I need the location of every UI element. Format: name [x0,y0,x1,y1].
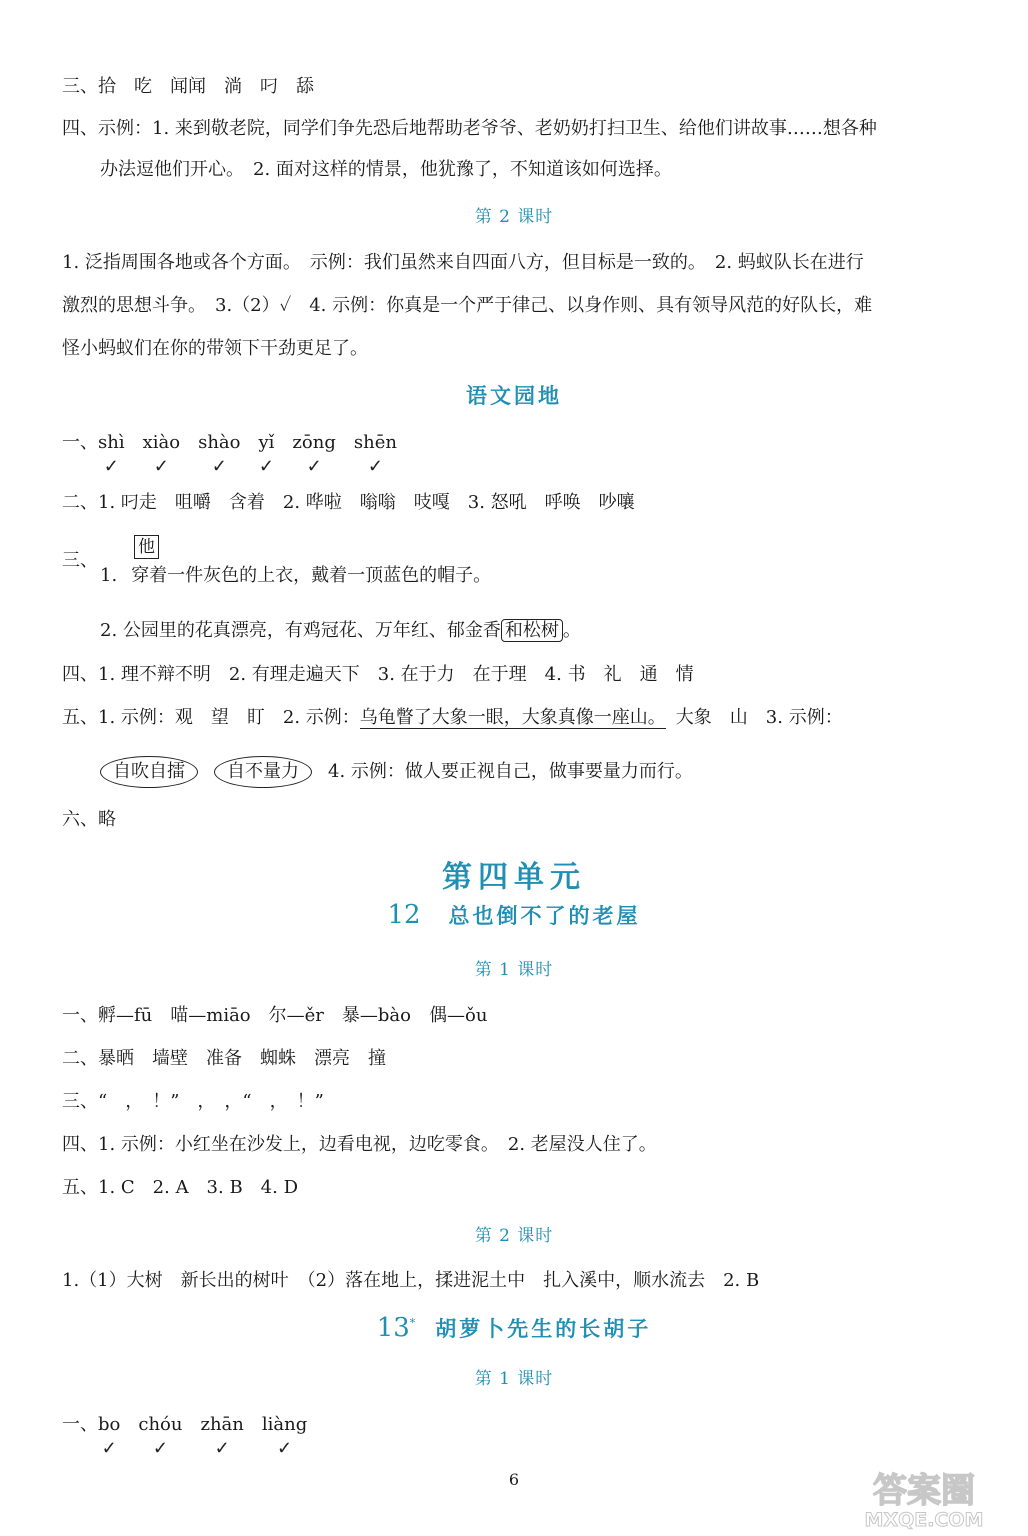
lesson-title: 13* 胡萝卜先生的长胡子 [376,1313,652,1343]
pinyin-item: bo ✓ [98,1412,120,1438]
pinyin-item: xiào ✓ [143,430,180,456]
svg-text:MXQE.COM: MXQE.COM [864,1509,984,1531]
check-mark-icon: ✓ [306,456,322,477]
lesson-title: 12 总也倒不了的老屋 [387,900,641,930]
answer-line: 三、 [62,550,98,571]
answer-line: 五、1. 示例：观 望 盯 2. 示例：乌龟瞥了大象一眼，大象真像一座山。 大象 山 3. 示例： [62,707,843,728]
pinyin-item: zōng ✓ [292,430,335,456]
answer-line: 1. 穿着一件灰色的上衣，戴着一顶蓝色的帽子。 [100,565,492,586]
answer-line: 一、孵—fū 喵—miāo 尔—ěr 暴—bào 偶—ǒu [62,1005,488,1026]
underlined-sentence: 乌龟瞥了大象一眼，大象真像一座山。 [359,707,666,728]
check-mark-icon: ✓ [152,1438,168,1459]
pinyin-line: 一、shì ✓ xiào ✓ shào ✓ yǐ ✓ zōng ✓ shēn ✓ [62,430,415,456]
check-mark-icon: ✓ [101,1438,117,1459]
answer-line: 三、拾 吃 闻闻 淌 叼 舔 [62,76,314,97]
answer-line: 自吹自擂 自不量力 4. 示例：做人要正视自己，做事要量力而行。 [100,756,693,788]
insert-mark-box: 他 [134,535,159,559]
pinyin-item: shì ✓ [98,430,125,456]
section-heading: 第 1 课时 [474,960,554,980]
answer-line: 2. 公园里的花真漂亮，有鸡冠花、万年红、郁金香 和松树 。 [100,620,581,641]
circled-idiom: 自不量力 [214,756,312,788]
section-heading: 语文园地 [466,383,562,408]
answer-line: 四、示例：1. 来到敬老院，同学们争先恐后地帮助老爷爷、老奶奶打扫卫生、给他们讲故事……想各种 [62,118,877,139]
section-heading: 第 2 课时 [474,1226,554,1246]
check-mark-icon: ✓ [277,1438,293,1459]
pinyin-item: chóu ✓ [138,1412,182,1438]
check-mark-icon: ✓ [211,456,227,477]
check-mark-icon: ✓ [214,1438,230,1459]
answer-line: 五、1. C 2. A 3. B 4. D [62,1177,299,1198]
answer-line: 办法逗他们开心。 2. 面对这样的情景，他犹豫了，不知道该如何选择。 [100,159,672,180]
pinyin-item: zhān ✓ [200,1412,243,1438]
answer-line: 1.（1）大树 新长出的树叶 （2）落在地上，揉进泥土中 扎入溪中，顺水流去 2. B [62,1270,760,1291]
check-mark-icon: ✓ [103,456,119,477]
answer-line: 四、1. 示例：小红坐在沙发上，边看电视，边吃零食。 2. 老屋没人住了。 [62,1134,657,1155]
answer-line: 二、1. 叼走 咀嚼 含着 2. 哗啦 嗡嗡 吱嘎 3. 怒吼 呼唤 吵嚷 [62,492,635,513]
check-mark-icon: ✓ [367,456,383,477]
answer-line: 二、暴晒 墙壁 准备 蜘蛛 漂亮 撞 [62,1048,386,1069]
circled-idiom: 自吹自擂 [100,756,198,788]
delete-mark-box: 和松树 [501,619,563,642]
svg-text:答案圈: 答案圈 [873,1471,975,1511]
pinyin-item: shēn ✓ [354,430,397,456]
unit-title: 第四单元 [442,860,586,895]
page-number: 6 [508,1470,520,1489]
pinyin-line: 一、bo ✓ chóu ✓ zhān ✓ liàng ✓ [62,1412,325,1438]
check-mark-icon: ✓ [153,456,169,477]
pinyin-item: liàng ✓ [262,1412,307,1438]
pinyin-item: shào ✓ [198,430,240,456]
check-mark-icon: ✓ [258,456,274,477]
answer-line: 1. 泛指周围各地或各个方面。 示例：我们虽然来自四面八方，但目标是一致的。 2. 蚂蚁队长在进行 [62,252,864,273]
answer-line: 六、略 [62,809,116,830]
section-heading: 第 2 课时 [474,207,554,227]
answer-line: 三、“ ， ！” ， ，“ ， ！” [62,1091,324,1112]
answer-line: 激烈的思想斗争。 3.（2）✓ 4. 示例：你真是一个严于律己、以身作则、具有领导风范的好队长，难 [62,295,873,316]
answer-line: 怪小蚂蚁们在你的带领下干劲更足了。 [62,338,368,359]
answer-line: 四、1. 理不辩不明 2. 有理走遍天下 3. 在于力 在于理 4. 书 礼 通 情 [62,664,694,685]
watermark-logo [826,1468,1022,1532]
pinyin-item: yǐ ✓ [258,430,274,456]
section-heading: 第 1 课时 [474,1369,554,1389]
